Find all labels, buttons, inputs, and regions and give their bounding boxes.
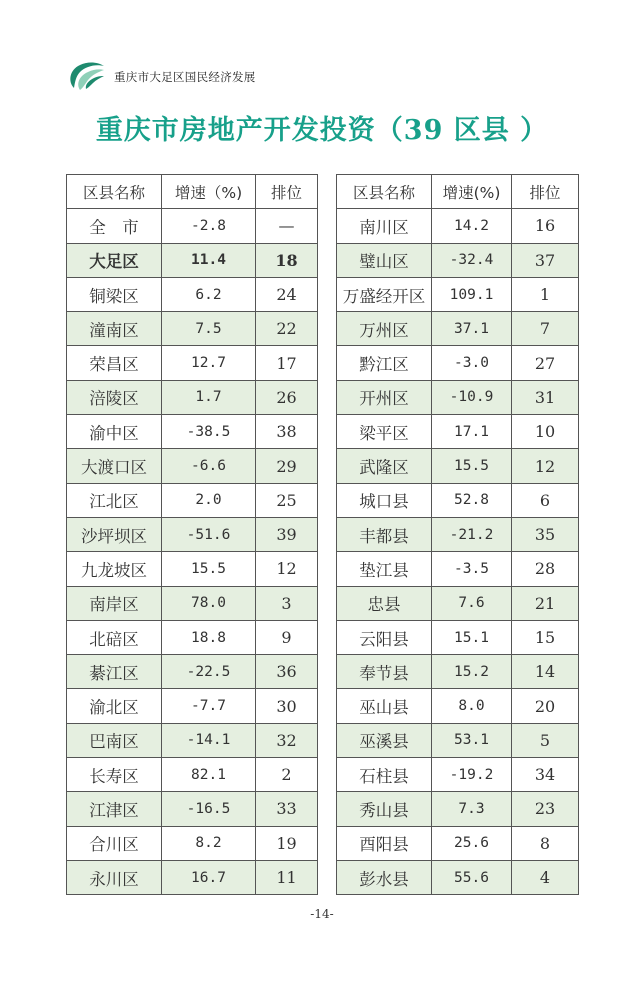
growth-cell: 16.7: [162, 860, 256, 894]
growth-cell: 78.0: [162, 586, 256, 620]
rank-cell: 18: [256, 243, 318, 277]
table-row: [67, 552, 318, 586]
rank-cell: 28: [512, 552, 579, 586]
district-name-cell: 合川区: [67, 826, 162, 860]
district-name-cell: 荣昌区: [67, 346, 162, 380]
growth-cell: 15.1: [432, 620, 512, 654]
growth-cell: -7.7: [162, 689, 256, 723]
rank-cell: 30: [256, 689, 318, 723]
growth-cell: 2.0: [162, 483, 256, 517]
page-title: 重庆市房地产开发投资（39 区县 ）: [95, 115, 549, 146]
table-row: [337, 312, 579, 346]
district-name-cell: 城口县: [337, 483, 432, 517]
growth-cell: 8.0: [432, 689, 512, 723]
district-name-cell: 万盛经开区: [337, 277, 432, 311]
table-row: [67, 449, 318, 483]
growth-cell: 17.1: [432, 415, 512, 449]
rank-cell: 23: [512, 792, 579, 826]
district-name-cell: 永川区: [67, 860, 162, 894]
district-name-cell: 铜梁区: [67, 277, 162, 311]
header-org-name: 重庆市大足区国民经济发展: [114, 70, 256, 84]
district-name-cell: 巫山县: [337, 689, 432, 723]
district-name-cell: 武隆区: [337, 449, 432, 483]
table-row: [67, 415, 318, 449]
district-name-cell: 奉节县: [337, 655, 432, 689]
growth-cell: 25.6: [432, 826, 512, 860]
rank-cell: 3: [256, 586, 318, 620]
rank-cell: 32: [256, 723, 318, 757]
rank-cell: —: [256, 209, 318, 243]
rank-cell: 38: [256, 415, 318, 449]
rank-cell: 19: [256, 826, 318, 860]
rank-cell: 9: [256, 620, 318, 654]
district-name-cell: 九龙坡区: [67, 552, 162, 586]
district-name-cell: 渝北区: [67, 689, 162, 723]
growth-cell: 109.1: [432, 277, 512, 311]
growth-cell: -2.8: [162, 209, 256, 243]
table-row: [67, 517, 318, 551]
table-row: [67, 860, 318, 894]
district-name-cell: 黔江区: [337, 346, 432, 380]
district-name-cell: 巫溪县: [337, 723, 432, 757]
rank-cell: 1: [512, 277, 579, 311]
growth-cell: 8.2: [162, 826, 256, 860]
table-row: [337, 552, 579, 586]
growth-cell: -14.1: [162, 723, 256, 757]
growth-cell: 1.7: [162, 380, 256, 414]
district-name-cell: 南岸区: [67, 586, 162, 620]
district-name-cell: 全 市: [67, 209, 162, 243]
table-row: [337, 380, 579, 414]
growth-cell: 6.2: [162, 277, 256, 311]
growth-cell: 37.1: [432, 312, 512, 346]
district-name-cell: 綦江区: [67, 655, 162, 689]
rank-cell: 22: [256, 312, 318, 346]
table-row: [67, 380, 318, 414]
growth-cell: -6.6: [162, 449, 256, 483]
growth-cell: 18.8: [162, 620, 256, 654]
table-row: [67, 277, 318, 311]
table-row: [67, 758, 318, 792]
table-row: [337, 243, 579, 277]
rank-cell: 25: [256, 483, 318, 517]
table-row: [67, 312, 318, 346]
rank-cell: 37: [512, 243, 579, 277]
page-number: -14-: [310, 907, 334, 921]
district-name-cell: 涪陵区: [67, 380, 162, 414]
rank-cell: 31: [512, 380, 579, 414]
rank-cell: 29: [256, 449, 318, 483]
rank-cell: 7: [512, 312, 579, 346]
district-name-cell: 沙坪坝区: [67, 517, 162, 551]
column-header-name: 区县名称: [67, 175, 162, 209]
growth-cell: 14.2: [432, 209, 512, 243]
logo-icon: [66, 58, 108, 94]
rank-cell: 5: [512, 723, 579, 757]
table-row: [337, 586, 579, 620]
rank-cell: 15: [512, 620, 579, 654]
growth-cell: 15.5: [162, 552, 256, 586]
column-header-rank: 排位: [256, 175, 318, 209]
rank-cell: 24: [256, 277, 318, 311]
table-row: [337, 277, 579, 311]
rank-cell: 14: [512, 655, 579, 689]
table-row: [337, 346, 579, 380]
column-header-growth: 增速(%): [432, 175, 512, 209]
column-header-rank: 排位: [512, 175, 579, 209]
table-row: [337, 792, 579, 826]
table-row: [67, 792, 318, 826]
table-header-row: [337, 175, 579, 209]
rank-cell: 4: [512, 860, 579, 894]
district-name-cell: 巴南区: [67, 723, 162, 757]
table-row: [337, 415, 579, 449]
rank-cell: 11: [256, 860, 318, 894]
column-header-growth: 增速（%): [162, 175, 256, 209]
district-name-cell: 丰都县: [337, 517, 432, 551]
district-name-cell: 开州区: [337, 380, 432, 414]
district-name-cell: 长寿区: [67, 758, 162, 792]
table-row: [67, 209, 318, 243]
rank-cell: 12: [256, 552, 318, 586]
growth-cell: 15.2: [432, 655, 512, 689]
growth-cell: 12.7: [162, 346, 256, 380]
rank-cell: 10: [512, 415, 579, 449]
table-row: [67, 243, 318, 277]
district-name-cell: 江北区: [67, 483, 162, 517]
district-name-cell: 大渡口区: [67, 449, 162, 483]
district-name-cell: 北碚区: [67, 620, 162, 654]
district-name-cell: 大足区: [67, 243, 162, 277]
table-row: [337, 860, 579, 894]
rank-cell: 2: [256, 758, 318, 792]
rank-cell: 26: [256, 380, 318, 414]
district-name-cell: 忠县: [337, 586, 432, 620]
rank-cell: 39: [256, 517, 318, 551]
district-name-cell: 梁平区: [337, 415, 432, 449]
table-row: [337, 655, 579, 689]
district-name-cell: 秀山县: [337, 792, 432, 826]
growth-cell: 15.5: [432, 449, 512, 483]
rank-cell: 12: [512, 449, 579, 483]
growth-cell: 82.1: [162, 758, 256, 792]
table-header-row: [67, 175, 318, 209]
growth-cell: 52.8: [432, 483, 512, 517]
rank-cell: 6: [512, 483, 579, 517]
table-row: [337, 723, 579, 757]
growth-cell: -10.9: [432, 380, 512, 414]
growth-cell: -51.6: [162, 517, 256, 551]
rank-cell: 17: [256, 346, 318, 380]
table-row: [67, 655, 318, 689]
growth-cell: -16.5: [162, 792, 256, 826]
rank-cell: 21: [512, 586, 579, 620]
district-name-cell: 万州区: [337, 312, 432, 346]
growth-cell: 11.4: [162, 243, 256, 277]
district-name-cell: 石柱县: [337, 758, 432, 792]
table-row: [67, 689, 318, 723]
district-name-cell: 云阳县: [337, 620, 432, 654]
investment-table-right: [336, 174, 579, 895]
table-row: [337, 620, 579, 654]
table-row: [67, 586, 318, 620]
table-row: [337, 758, 579, 792]
table-row: [337, 449, 579, 483]
growth-cell: 53.1: [432, 723, 512, 757]
table-row: [337, 689, 579, 723]
table-row: [67, 620, 318, 654]
district-name-cell: 南川区: [337, 209, 432, 243]
rank-cell: 34: [512, 758, 579, 792]
rank-cell: 20: [512, 689, 579, 723]
district-name-cell: 渝中区: [67, 415, 162, 449]
table-row: [337, 483, 579, 517]
district-name-cell: 垫江县: [337, 552, 432, 586]
district-name-cell: 潼南区: [67, 312, 162, 346]
growth-cell: -19.2: [432, 758, 512, 792]
district-name-cell: 彭水县: [337, 860, 432, 894]
growth-cell: -38.5: [162, 415, 256, 449]
investment-table-left: [66, 174, 318, 895]
rank-cell: 16: [512, 209, 579, 243]
district-name-cell: 酉阳县: [337, 826, 432, 860]
growth-cell: -32.4: [432, 243, 512, 277]
rank-cell: 36: [256, 655, 318, 689]
rank-cell: 8: [512, 826, 579, 860]
table-row: [67, 346, 318, 380]
column-header-name: 区县名称: [337, 175, 432, 209]
growth-cell: 7.6: [432, 586, 512, 620]
growth-cell: -3.5: [432, 552, 512, 586]
rank-cell: 35: [512, 517, 579, 551]
district-name-cell: 璧山区: [337, 243, 432, 277]
growth-cell: -22.5: [162, 655, 256, 689]
growth-cell: 55.6: [432, 860, 512, 894]
table-row: [337, 517, 579, 551]
table-row: [67, 483, 318, 517]
district-name-cell: 江津区: [67, 792, 162, 826]
table-row: [67, 723, 318, 757]
rank-cell: 33: [256, 792, 318, 826]
page-header: [66, 56, 256, 96]
growth-cell: 7.3: [432, 792, 512, 826]
table-row: [67, 826, 318, 860]
growth-cell: -21.2: [432, 517, 512, 551]
rank-cell: 27: [512, 346, 579, 380]
table-row: [337, 209, 579, 243]
growth-cell: -3.0: [432, 346, 512, 380]
table-row: [337, 826, 579, 860]
growth-cell: 7.5: [162, 312, 256, 346]
